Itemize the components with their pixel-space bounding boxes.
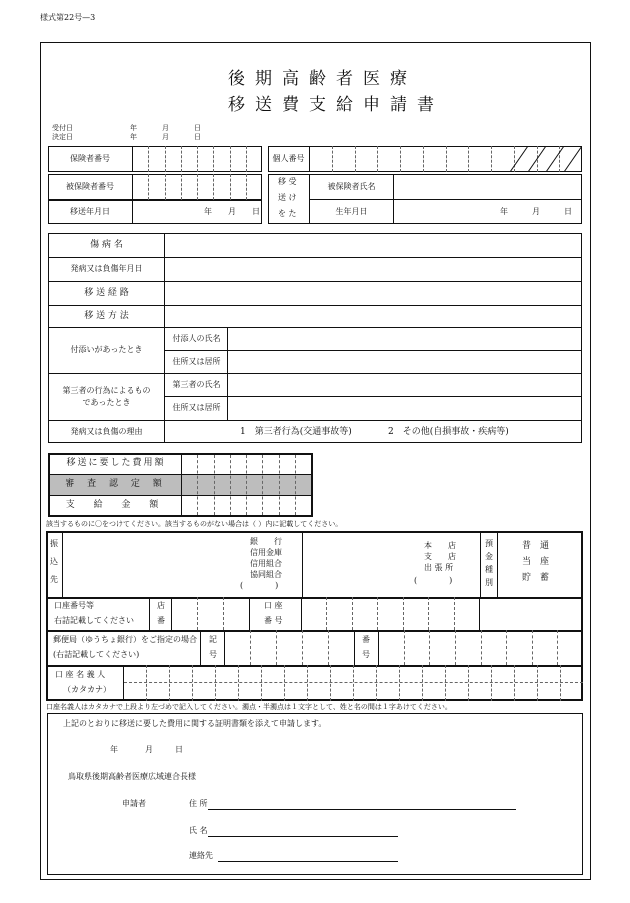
deposit-type-char: 金 [485, 552, 493, 561]
reason-option-2[interactable]: 2 その他(自損事故・疾病等) [388, 427, 509, 437]
review-amount-label: 審 査 認 定 額 [65, 479, 167, 489]
account-type-savings[interactable]: 貯 蓄 [522, 573, 550, 583]
disease-name-label: 傷 病 名 [90, 239, 123, 250]
insurer-number-field[interactable] [133, 146, 262, 172]
transferee-line3: を た [278, 209, 297, 218]
transfer-to-char: 込 [50, 557, 58, 566]
birth-date-label: 生年月日 [310, 200, 394, 224]
name-field[interactable] [208, 836, 398, 837]
yucho-symbol-field[interactable] [225, 630, 355, 665]
title-line2: 移送費支給申請書 [228, 95, 444, 115]
transfer-to-char: 先 [50, 575, 58, 584]
account-holder-field[interactable] [124, 665, 583, 701]
yucho-label-line1: 郵便局（ゆうちょ銀行）をご指定の場合 [53, 635, 197, 644]
third-party-label [48, 373, 165, 420]
bank-type-other[interactable]: ( ) [240, 581, 279, 590]
bank-type-cooperative[interactable]: 協同組合 [250, 570, 282, 579]
declaration-statement: 上記のとおりに移送に要した費用に関する証明書類を添えて申請します。 [63, 719, 327, 728]
insured-number-field[interactable] [133, 174, 262, 200]
third-name-field[interactable] [229, 374, 581, 396]
holder-label-line1: 口 座 名 義 人 [55, 670, 106, 679]
required-cost-label: 移送に要した費用額 [66, 458, 166, 468]
contact-field[interactable] [218, 861, 398, 862]
received-label: 受付日 [52, 124, 73, 132]
reason-option-1[interactable]: 1 第三者行為(交通事故等) [240, 427, 352, 437]
account-number-field[interactable] [302, 597, 480, 630]
third-address-field[interactable] [229, 397, 581, 420]
day-label: 日 [194, 133, 201, 141]
account-no-label-line2: 番 号 [264, 616, 283, 625]
branch-type-sub[interactable]: 出 張 所 [424, 563, 454, 572]
store-number-char: 店 [157, 601, 165, 610]
transfer-date-label: 移送年月日 [48, 200, 133, 224]
month-label: 月 [228, 207, 236, 216]
third-party-line1: 第三者の行為によるもの [62, 385, 151, 395]
third-party-line2: であったとき [82, 397, 131, 407]
month-label: 月 [532, 207, 540, 216]
transferee-line1: 移 受 [278, 177, 297, 186]
day-label: 日 [175, 745, 183, 754]
cost-amount-fields[interactable] [182, 455, 311, 515]
deposit-type-char: 別 [485, 578, 493, 587]
insurer-number-label: 保険者番号 [48, 146, 133, 172]
insured-name-label: 被保険者氏名 [310, 174, 394, 200]
yucho-number-field[interactable] [379, 630, 583, 665]
route-field[interactable] [166, 282, 581, 305]
reason-label: 発病又は負傷の理由 [70, 426, 143, 436]
payment-amount-label: 支 給 金 額 [65, 500, 167, 510]
year-label: 年 [110, 745, 118, 754]
deposit-type-char: 種 [485, 565, 493, 574]
insured-number-label: 被保険者番号 [48, 174, 133, 200]
third-name-label: 第三者の氏名 [172, 379, 221, 389]
attendant-name-field[interactable] [229, 328, 581, 350]
account-type-current[interactable]: 当 座 [522, 557, 550, 567]
disease-name-field[interactable] [166, 234, 581, 257]
number-char: 号 [362, 650, 370, 659]
title-line1: 後期高齢者医療 [228, 69, 417, 89]
yucho-label-line2: (右詰記載してください) [53, 650, 140, 659]
day-label: 日 [194, 124, 201, 132]
name-label: 氏 名 [189, 826, 208, 835]
transfer-to-char: 振 [50, 539, 58, 548]
day-label: 日 [252, 207, 260, 216]
month-label: 月 [145, 745, 153, 754]
decided-label: 決定日 [52, 133, 73, 141]
account-number-label-line2: 右詰記載してください [54, 616, 134, 625]
bank-type-credit-union[interactable]: 信用組合 [250, 559, 282, 568]
applicant-label: 申請者 [122, 799, 146, 808]
store-number-field[interactable] [172, 597, 250, 630]
method-field[interactable] [166, 306, 581, 327]
day-label: 日 [564, 207, 572, 216]
symbol-char: 号 [209, 650, 217, 659]
year-label: 年 [130, 124, 137, 132]
contact-label: 連絡先 [189, 851, 213, 860]
month-label: 月 [162, 124, 169, 132]
onset-date-label: 発病又は負傷年月日 [70, 264, 143, 273]
diagonal-hatch [510, 146, 582, 172]
attendant-name-label: 付添人の氏名 [172, 333, 221, 343]
account-no-label-line1: 口 座 [264, 601, 283, 610]
transferee-label [268, 174, 310, 224]
kana-note: 口座名義人はカタカナで上段より左づめで記入してください。濁点・半濁点は１文字として、姓と名の間は１字あけてください。 [46, 703, 452, 711]
year-label: 年 [130, 133, 137, 141]
account-number-label-line1: 口座番号等 [54, 601, 94, 610]
holder-label-line2: （カタカナ） [63, 685, 111, 694]
method-label: 移 送 方 法 [84, 310, 129, 321]
bank-type-bank[interactable]: 銀 行 [250, 537, 282, 546]
symbol-char: 記 [209, 635, 217, 644]
circle-note: 該当するものに〇をつけてください。該当するものがない場合は（ ）内に記載してください。 [46, 520, 343, 528]
transferee-line2: 送 け [278, 193, 297, 202]
third-address-label: 住所又は居所 [172, 403, 221, 412]
attendant-address-field[interactable] [229, 351, 581, 373]
month-label: 月 [162, 133, 169, 141]
bank-type-shinkin[interactable]: 信用金庫 [250, 548, 282, 557]
route-label: 移 送 経 路 [84, 287, 129, 298]
year-label: 年 [500, 207, 508, 216]
deposit-type-char: 預 [485, 539, 493, 548]
onset-date-field[interactable] [166, 258, 581, 281]
account-type-ordinary[interactable]: 普 通 [522, 541, 550, 551]
form-number: 様式第22号—3 [40, 13, 96, 22]
individual-number-label: 個人番号 [268, 146, 310, 172]
branch-type-other[interactable]: ( ) [414, 576, 453, 585]
attendant-label: 付添いがあったとき [70, 345, 143, 354]
address-field[interactable] [208, 809, 516, 810]
address-label: 住 所 [189, 799, 208, 808]
branch-type-main[interactable]: 本 店 [424, 541, 456, 550]
attendant-address-label: 住所又は居所 [172, 356, 221, 366]
store-number-char: 番 [157, 616, 165, 625]
insured-name-field[interactable] [394, 174, 582, 200]
branch-type-branch[interactable]: 支 店 [424, 552, 456, 561]
addressee: 鳥取県後期高齢者医療広域連合長様 [68, 772, 196, 781]
number-char: 番 [362, 635, 370, 644]
year-label: 年 [204, 207, 212, 216]
